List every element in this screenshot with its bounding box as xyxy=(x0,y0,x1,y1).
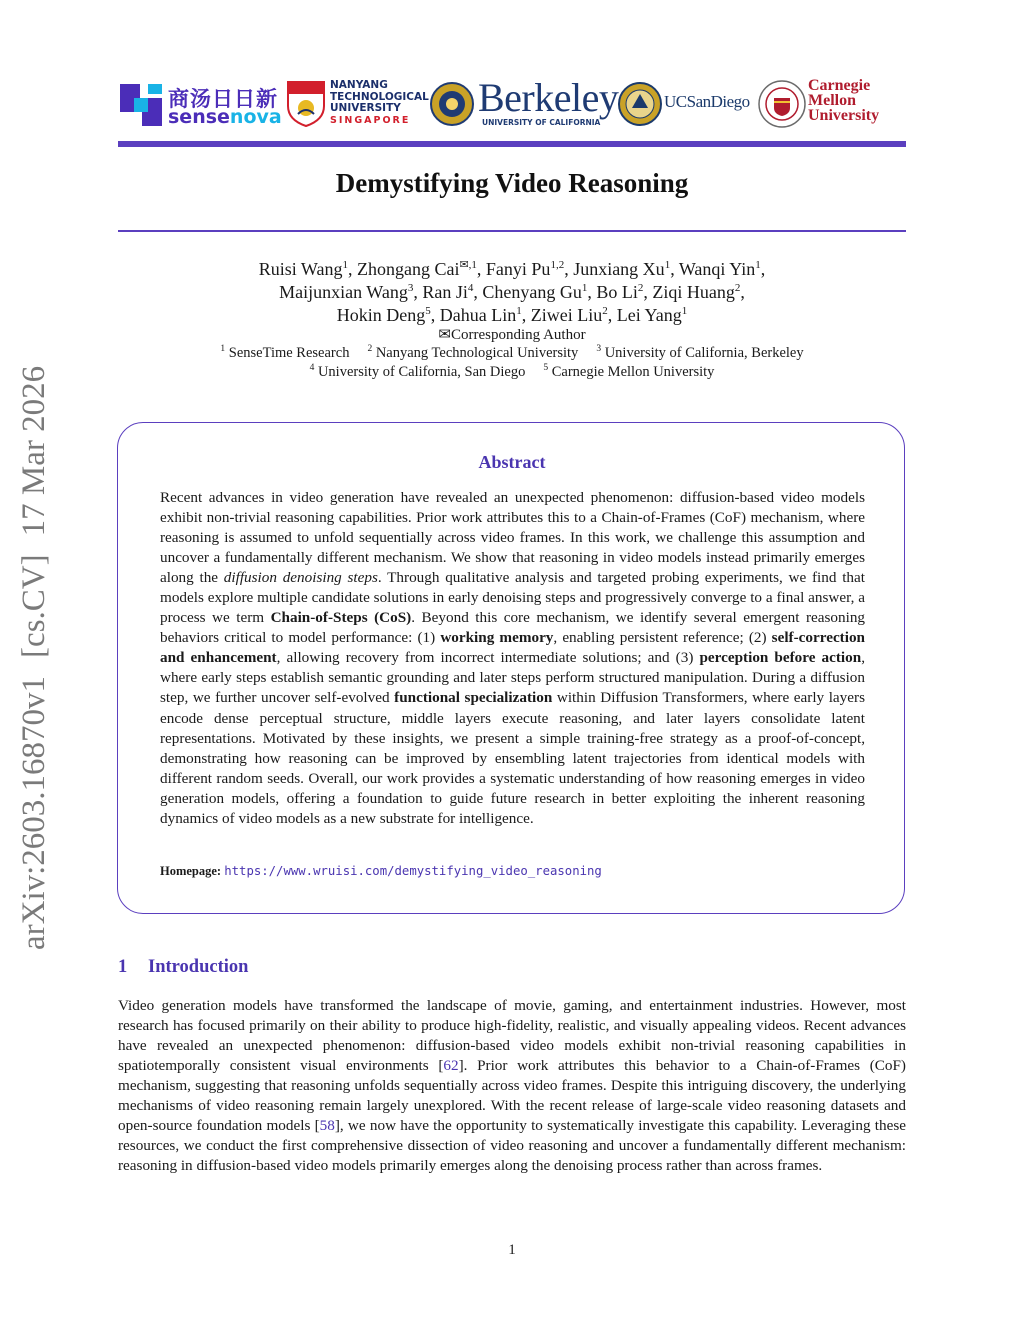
section-number: 1 xyxy=(118,957,128,977)
bold-term: perception before action xyxy=(699,649,862,667)
homepage-link[interactable]: https://www.wruisi.com/demystifying_video_reasoning xyxy=(224,864,602,878)
header-rule xyxy=(118,141,906,147)
berkeley-seal-icon xyxy=(430,82,474,126)
affiliation-name: University of California, Berkeley xyxy=(601,345,804,361)
bold-term: Chain-of-Steps (CoS) xyxy=(270,609,412,627)
ntu-crest-icon xyxy=(286,80,326,128)
author-name: Junxiang Xu xyxy=(573,259,665,279)
bold-term: working memory xyxy=(440,629,554,647)
text-run: , where early steps establish semantic grounding and later steps perform structured manipulation. During a diffusion step, we further uncover self-evolved xyxy=(160,649,865,707)
author-affiliation-mark: 2 xyxy=(637,282,644,294)
abstract-text xyxy=(160,488,865,829)
affiliation-name: Carnegie Mellon University xyxy=(548,363,715,380)
text-run: . Through qualitative analysis and targeted probing experiments, we find that models explore multiple candidate solutions in early denoising steps and progressively converge to a final answer, a process we term xyxy=(160,569,865,627)
sensenova-en-text: sensenova xyxy=(168,106,282,128)
author-name: Ziwei Liu xyxy=(530,305,603,325)
cmu-wordmark: Carnegie Mellon University xyxy=(808,77,880,124)
author-name: Ziqi Huang xyxy=(652,282,735,302)
author-affiliation-mark: 1 xyxy=(664,259,671,271)
author-affiliation-mark: 2 xyxy=(602,305,608,317)
author-name: Lei Yang xyxy=(616,305,682,325)
author-affiliation-mark: 1 xyxy=(516,305,522,317)
text-run: , enabling persistent reference; (2) xyxy=(553,629,772,647)
ucsd-wordmark: UCSanDiego xyxy=(664,92,750,111)
institution-logos xyxy=(118,74,908,134)
affiliations xyxy=(118,344,906,381)
text-run: ], we now have the opportunity to systematically investigate this capability. Leveraging these resources, we conduct the first comprehensive dissection of video reasoning and uncover a fundamentally different mechanism: reasoning in diffusion-based video models primarily emerges along the denoising process rather than across frames. xyxy=(118,1117,906,1175)
author-name: Chenyang Gu xyxy=(482,282,582,302)
sensenova-logo xyxy=(118,82,282,128)
affiliation-name: Nanyang Technological University xyxy=(372,345,579,361)
author-affiliation-mark: 1 xyxy=(342,259,348,271)
abstract-heading: Abstract xyxy=(478,452,546,472)
author-affiliation-mark: 1 xyxy=(755,259,761,271)
arxiv-date: 17 Mar 2026 xyxy=(16,365,52,537)
italic-term: diffusion denoising steps xyxy=(223,569,378,587)
text-run: ]. Prior work attributes this behavior to a Chain-of-Frames (CoF) mechanism, suggesting that reasoning unfolds sequentially across video frames. Despite this intriguing discovery, the underlying mechanisms of video reasoning remain largely unexplored. With the recent release of large-scale video reasoning datasets and open-source foundation models [ xyxy=(118,1057,906,1135)
author-name: Wanqi Yin xyxy=(678,259,756,279)
bold-term: self-correction and enhancement xyxy=(160,629,865,667)
author-name: Fanyi Pu xyxy=(485,259,551,279)
paper-title: Demystifying Video Reasoning xyxy=(335,168,689,198)
author-affiliation-mark: 1 xyxy=(581,282,588,294)
section-heading xyxy=(118,957,248,978)
affiliation-name: University of California, San Diego xyxy=(314,363,526,380)
corresponding-author-note: ✉Corresponding Author xyxy=(438,327,586,343)
author-affiliation-mark: 1 xyxy=(681,305,688,317)
sensenova-mark-icon xyxy=(120,84,162,126)
section-title: Introduction xyxy=(148,957,249,977)
arxiv-id: arXiv:2603.16870v1 xyxy=(16,675,52,950)
title-rule xyxy=(118,230,906,232)
ucsd-seal-icon xyxy=(618,82,662,126)
bold-term: functional specialization xyxy=(394,689,553,707)
sensenova-cn-text: 商汤日日新 xyxy=(168,87,278,111)
berkeley-subtitle: UNIVERSITY OF CALIFORNIA xyxy=(482,118,601,127)
author-name: Maijunxian Wang xyxy=(279,282,408,302)
affiliation-name: SenseTime Research xyxy=(225,345,350,361)
cmu-seal-icon xyxy=(758,80,806,128)
affiliation-number: 5 xyxy=(543,362,549,373)
author-name: Ran Ji xyxy=(422,282,468,302)
author-affiliation-mark: ✉,1 xyxy=(459,259,477,271)
affiliation-number: 2 xyxy=(367,344,373,355)
affiliation-number: 1 xyxy=(220,344,226,355)
arxiv-stamp xyxy=(16,365,66,950)
text-run: . Beyond this core mechanism, we identify several emergent reasoning behaviors critical to model performance: (1) xyxy=(160,609,866,647)
homepage-label: Homepage: xyxy=(160,864,222,878)
ntu-logo xyxy=(286,78,429,130)
affiliation-number: 3 xyxy=(596,344,602,355)
author-name: Ruisi Wang xyxy=(258,259,343,279)
author-affiliation-mark: 2 xyxy=(734,282,741,294)
citation-link[interactable]: 58 xyxy=(319,1117,335,1135)
author-affiliation-mark: 3 xyxy=(407,282,414,294)
author-affiliation-mark: 4 xyxy=(467,282,474,294)
arxiv-category: [cs.CV] xyxy=(16,554,52,658)
berkeley-logo xyxy=(478,75,619,130)
author-affiliation-mark: 5 xyxy=(425,305,431,317)
page-number: 1 xyxy=(508,1242,516,1258)
ntu-wordmark: NANYANG TECHNOLOGICAL UNIVERSITY SINGAPORE xyxy=(330,79,429,126)
text-run: within Diffusion Transformers, where early layers encode dense perceptual structure, middle layers execute reasoning, and later layers consolidate latent representations. Motivated by these insights, we present a simple training-free strategy as a proof-of-concept, demonstrating how reasoning can be improved by ensembling latent trajectories from identical models with different random seeds. Overall, our work provides a systematic understanding of how reasoning emerges in video generation models, offering a foundation to guide future research in better exploiting the inherent reasoning dynamics of video models as a new substrate for intelligence. xyxy=(160,689,865,827)
author-name: Bo Li xyxy=(596,282,638,302)
text-run: , allowing recovery from incorrect intermediate solutions; and (3) xyxy=(276,649,700,667)
homepage-line xyxy=(160,864,865,879)
author-name: Hokin Deng xyxy=(336,305,426,325)
text-run: Recent advances in video generation have revealed an unexpected phenomenon: diffusion-based video models exhibit non-trivial reasoning capabilities. Prior work attributes this to a Chain-of-Frames (CoF) mechanism, where reasoning is assumed to unfold sequentially across video frames. In this work, we challenge this assumption and uncover a fundamentally different mechanism. We show that reasoning in video models instead primarily emerges along the xyxy=(160,489,865,587)
citation-link[interactable]: 62 xyxy=(443,1057,459,1075)
author-name: Zhongang Cai xyxy=(356,259,460,279)
introduction-paragraph xyxy=(118,996,906,1176)
berkeley-wordmark: Berkeley xyxy=(478,75,619,120)
affiliation-number: 4 xyxy=(309,362,315,373)
author-affiliation-mark: 1,2 xyxy=(550,259,565,271)
text-run: Video generation models have transformed the landscape of movie, gaming, and entertainment industries. However, most research has focused primarily on their ability to produce high-fidelity, realistic, and visually appealing videos. Recent advances have revealed an unexpected phenomenon: diffusion-based video models exhibit non-trivial reasoning capabilities in spatiotemporally consistent visual environments [ xyxy=(118,997,906,1075)
author-list: Ruisi Wang$^1$, Zhongang Cai$^{✉,1}$, Fanyi Pu$^{1,2}$, Junxiang Xu$^1$, Wanqi Yin$^1$, Maijunxian Wang$^3$, Ran Ji$^4$, Chenyang Gu$^1$, Bo Li$^2$, Ziqi Huang$^2$, Hokin Deng$^5$, Dahua Lin$^1$, Ziwei Liu$^2$, Lei Yang$^1$ xyxy=(258,259,766,325)
author-name: Dahua Lin xyxy=(439,305,517,325)
